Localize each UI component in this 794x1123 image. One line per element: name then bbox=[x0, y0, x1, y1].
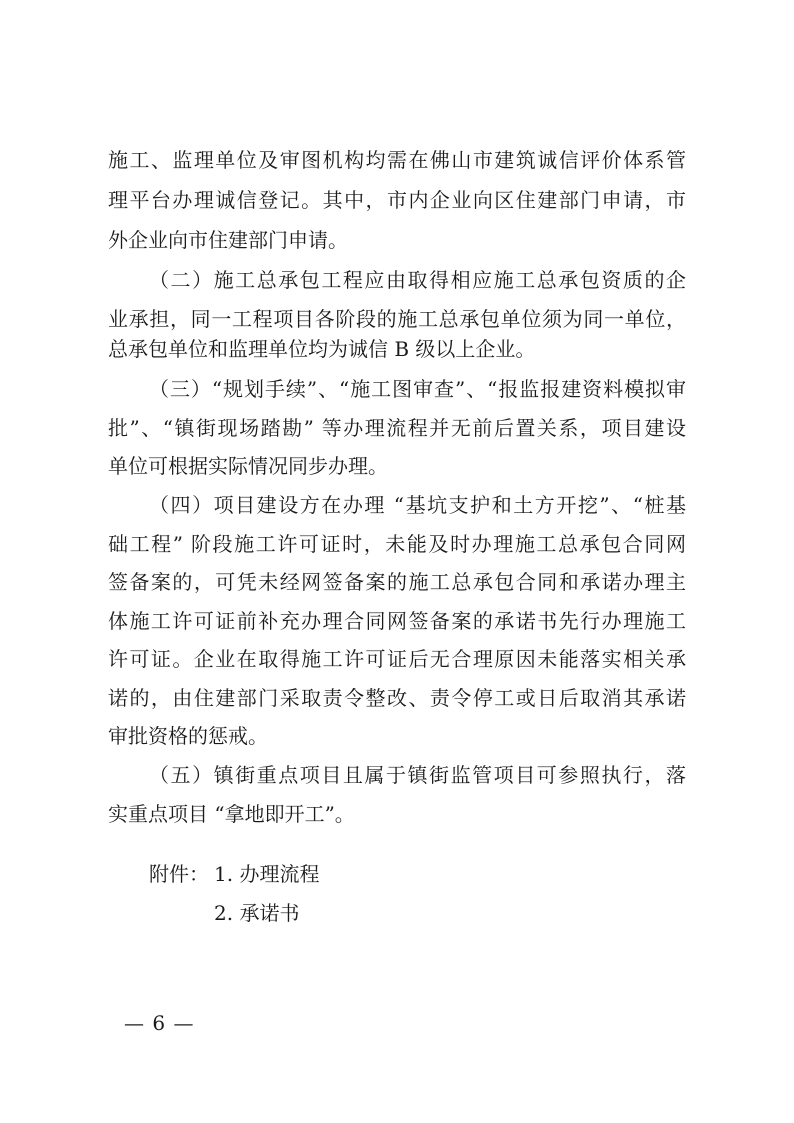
body-text-line: 业承担，同一工程项目各阶段的施工总承包单位须为同一单位， bbox=[108, 307, 686, 331]
body-text-line: 审批资格的惩戒。 bbox=[108, 724, 268, 748]
body-text-line: 外企业向市住建部门申请。 bbox=[108, 228, 348, 252]
body-text-line: 签备案的，可凭未经网签备案的施工总承包合同和承诺办理主 bbox=[108, 570, 686, 594]
page-number: — 6 — bbox=[124, 1011, 195, 1035]
body-text-line: 础工程” 阶段施工许可证时，未能及时办理施工总承包合同网 bbox=[108, 532, 686, 556]
body-text-line: 理平台办理诚信登记。其中，市内企业向区住建部门申请，市 bbox=[108, 188, 686, 212]
clause-4-first-line: （四）项目建设方在办理 “基坑支护和土方开挖”、“桩基 bbox=[149, 493, 686, 517]
clause-5-first-line: （五）镇街重点项目且属于镇街监管项目可参照执行，落 bbox=[149, 763, 686, 787]
body-text-line: 体施工许可证前补充办理合同网签备案的承诺书先行办理施工 bbox=[108, 609, 686, 633]
body-text-line: 施工、监理单位及审图机构均需在佛山市建筑诚信评价体系管 bbox=[108, 148, 686, 172]
body-text-line: 实重点项目 “拿地即开工”。 bbox=[108, 802, 355, 826]
body-text-line: 总承包单位和监理单位均为诚信 B 级以上企业。 bbox=[108, 337, 536, 361]
clause-3-first-line: （三）“规划手续”、“施工图审查”、“报监报建资料模拟审 bbox=[149, 377, 686, 401]
attachment-item: 1. 办理流程 bbox=[214, 862, 320, 886]
attachments-label: 附件： bbox=[149, 862, 209, 886]
attachment-item: 2. 承诺书 bbox=[214, 901, 300, 925]
body-text-line: 许可证。企业在取得施工许可证后无合理原因未能落实相关承 bbox=[108, 647, 686, 671]
body-text-line: 批”、“镇街现场踏勘” 等办理流程并无前后置关系，项目建设 bbox=[108, 416, 686, 440]
body-text-line: 单位可根据实际情况同步办理。 bbox=[108, 454, 388, 478]
clause-2-first-line: （二）施工总承包工程应由取得相应施工总承包资质的企 bbox=[149, 268, 686, 292]
body-text-line: 诺的，由住建部门采取责令整改、责令停工或日后取消其承诺 bbox=[108, 686, 686, 710]
